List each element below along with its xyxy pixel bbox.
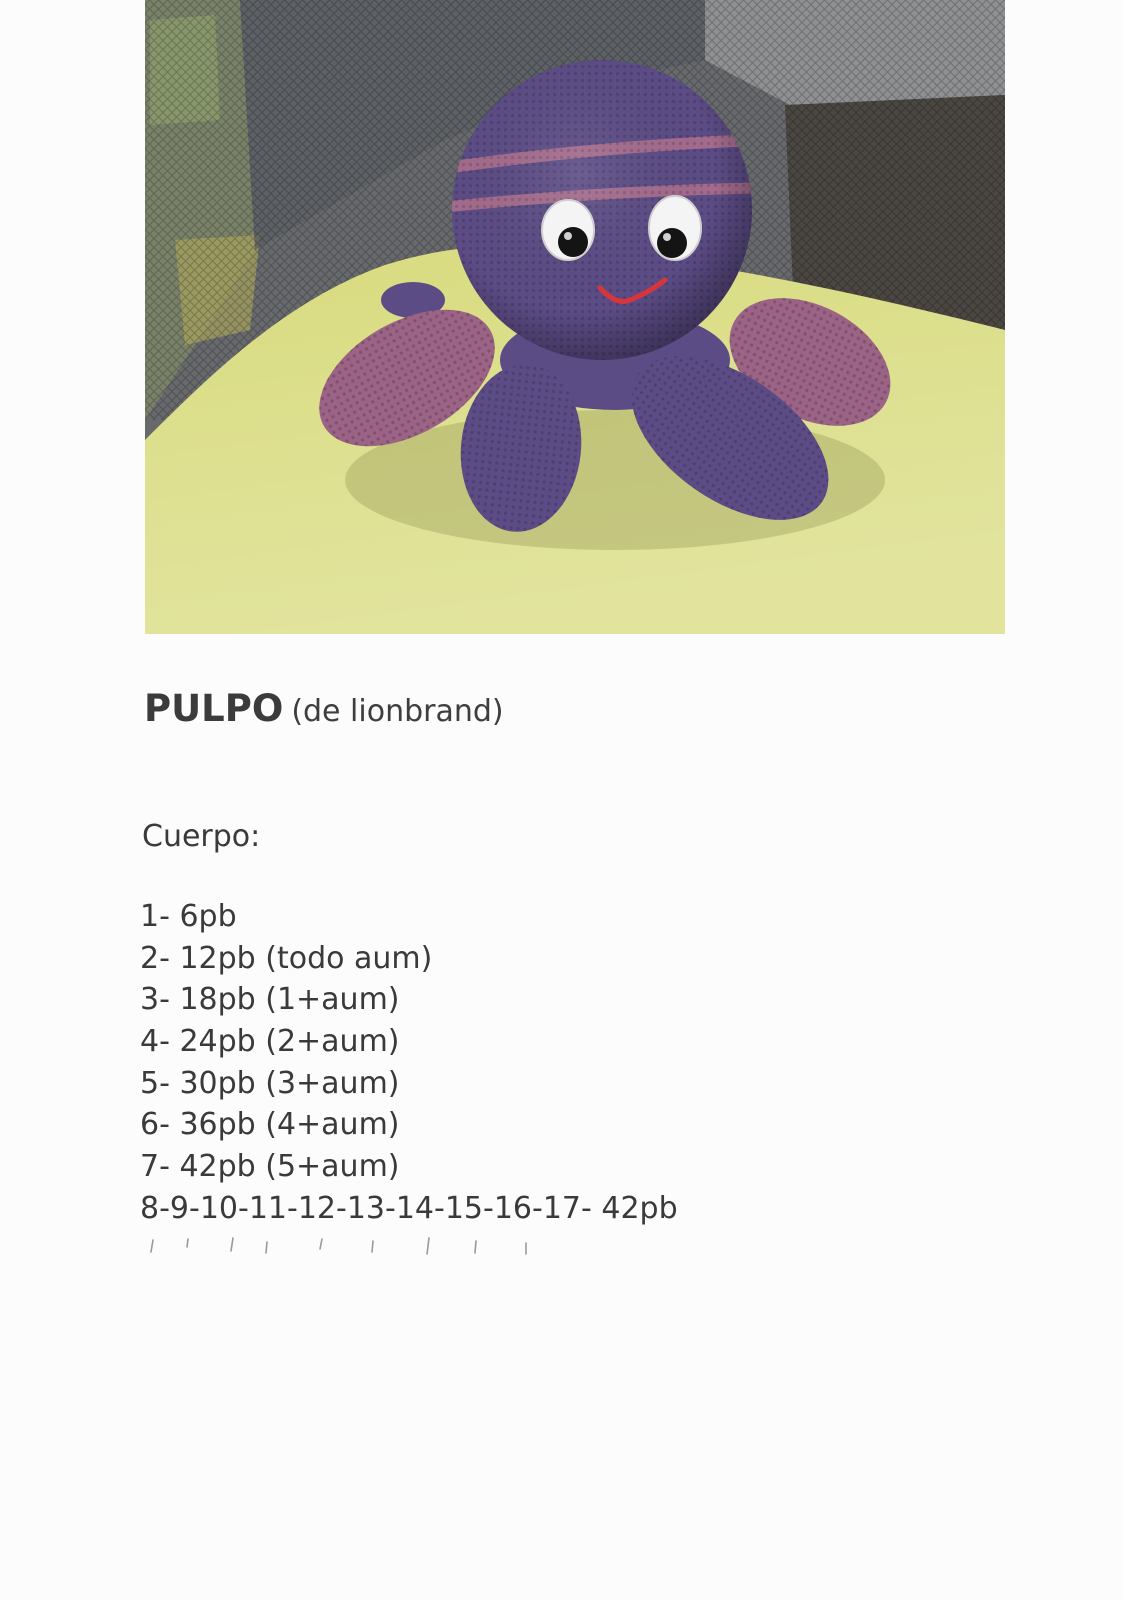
pattern-row: 3- 18pb (1+aum) (140, 982, 400, 1018)
pattern-row: 4- 24pb (2+aum) (140, 1024, 400, 1060)
pattern-row: 8-9-10-11-12-13-14-15-16-17- 42pb (140, 1190, 678, 1226)
pattern-row: 7- 42pb (5+aum) (140, 1149, 400, 1185)
head-shading (452, 60, 752, 360)
tally-mark (266, 1242, 267, 1253)
pattern-row: 5- 30pb (3+aum) (140, 1065, 400, 1101)
left-eye-icon (542, 200, 594, 260)
page-title: PULPO (144, 687, 284, 730)
pattern-row: 2- 12pb (todo aum) (140, 940, 433, 976)
title-line (144, 687, 504, 738)
tally-mark (475, 1241, 476, 1253)
pattern-row: 1- 6pb (140, 899, 237, 934)
octopus-photo (145, 0, 1005, 634)
pattern-rows (140, 896, 678, 1230)
tally-mark (372, 1241, 373, 1252)
right-eye-icon (649, 196, 701, 260)
title-note: (de lionbrand) (291, 694, 504, 729)
pattern-row: 6- 36pb (4+aum) (140, 1107, 400, 1143)
tally-mark (231, 1238, 233, 1251)
tally-mark (187, 1239, 188, 1247)
tally-mark (320, 1239, 322, 1249)
tally-mark (151, 1240, 153, 1252)
section-heading: Cuerpo: (142, 819, 261, 854)
pencil-tally-marks-icon (140, 1234, 540, 1260)
crochet-octopus-photo-icon (145, 0, 1005, 634)
tally-mark (427, 1238, 429, 1254)
